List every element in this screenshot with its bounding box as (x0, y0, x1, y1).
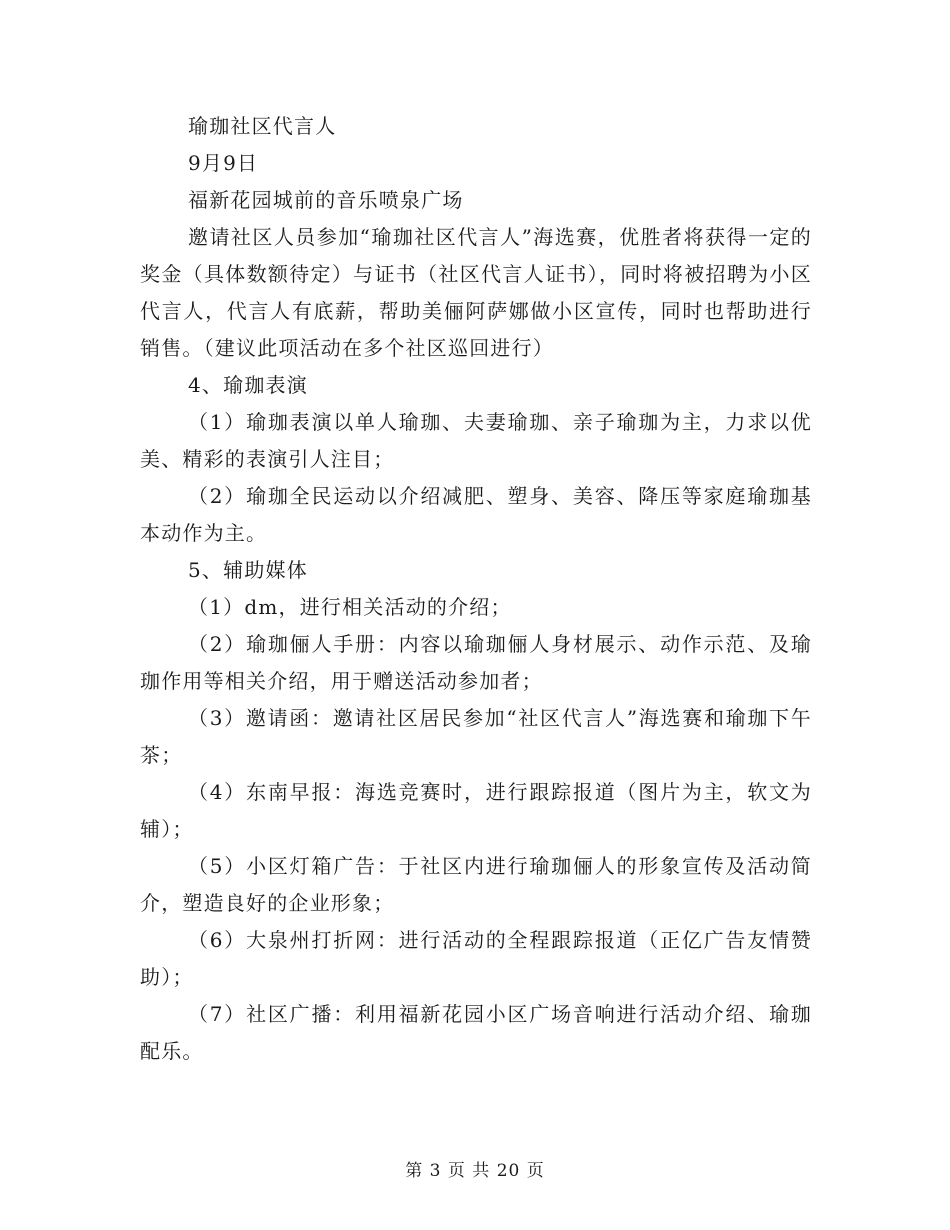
list-item: （3）邀请函：邀请社区居民参加“社区代言人”海选赛和瑜珈下午茶； (140, 706, 812, 767)
list-item: （1）dm，进行相关活动的介绍； (188, 595, 512, 619)
list-item: （6）大泉州打折网：进行活动的全程跟踪报道（正亿广告友情赞助）； (140, 928, 812, 989)
paragraph: 邀请社区人员参加“瑜珈社区代言人”海选赛，优胜者将获得一定的奖金（具体数额待定）与证书（社区代言人证书），同时将被招聘为小区代言人，代言人有底薪，帮助美俪阿萨娜做小区宣传，同时也帮助进行销售。（建议此项活动在多个社区巡回进行） (140, 225, 812, 360)
list-item: （5）小区灯箱广告：于社区内进行瑜珈俪人的形象宣传及活动简介，塑造良好的企业形象； (140, 854, 812, 915)
paragraph: 9月9日 (188, 151, 259, 175)
list-item: （7）社区广播：利用福新花园小区广场音响进行活动介绍、瑜珈配乐。 (140, 1002, 812, 1063)
section-heading: 4、瑜珈表演 (188, 373, 308, 397)
section-heading: 5、辅助媒体 (188, 558, 308, 582)
document-body (140, 108, 812, 1070)
paragraph: 福新花园城前的音乐喷泉广场 (188, 188, 464, 212)
list-item: （4）东南早报：海选竞赛时，进行跟踪报道（图片为主，软文为辅）； (140, 780, 812, 841)
list-item: （2）瑜珈俪人手册：内容以瑜珈俪人身材展示、动作示范、及瑜珈作用等相关介绍，用于赠送活动参加者； (140, 632, 812, 693)
paragraph: 瑜珈社区代言人 (188, 114, 337, 138)
paragraph: （2）瑜珈全民运动以介绍减肥、塑身、美容、降压等家庭瑜珈基本动作为主。 (140, 484, 812, 545)
page-number-footer: 第 3 页 共 20 页 (405, 1161, 545, 1181)
paragraph: （1）瑜珈表演以单人瑜珈、夫妻瑜珈、亲子瑜珈为主，力求以优美、精彩的表演引人注目； (140, 410, 812, 471)
